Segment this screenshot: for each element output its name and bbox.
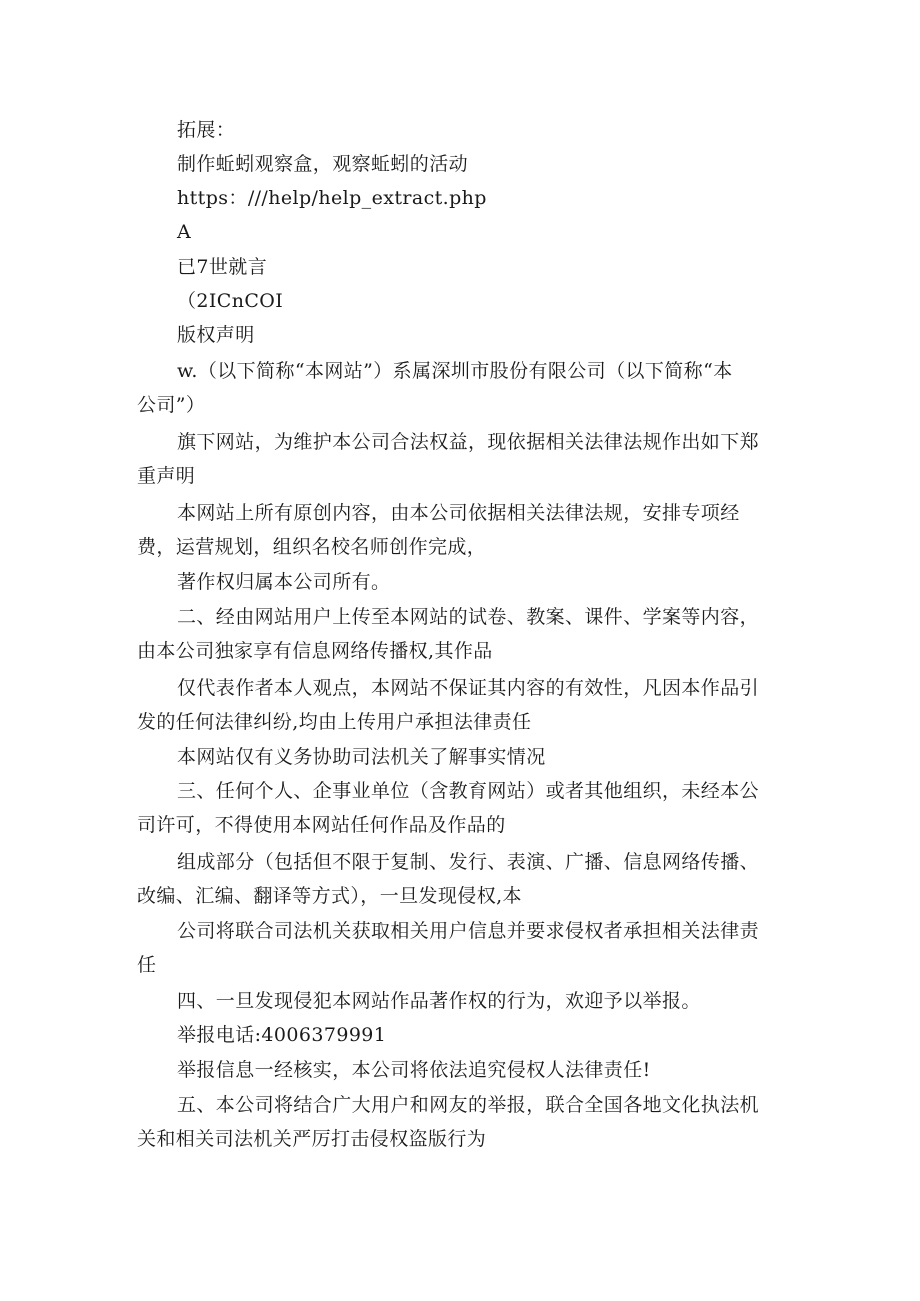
text-line: 二、经由网站用户上传至本网站的试卷、教案、课件、学案等内容， — [177, 606, 760, 628]
text-line: 公司”） — [137, 394, 206, 416]
text-line: 本网站仅有义务协助司法机关了解事实情况 — [177, 746, 546, 768]
text-line: 制作蚯蚓观察盒，观察蚯蚓的活动 — [177, 153, 469, 175]
text-line: 本网站上所有原创内容，由本公司依据相关法律法规，安排专项经 — [177, 502, 740, 524]
text-line: （2ICnCOI — [177, 290, 284, 312]
text-line: 四、一旦发现侵犯本网站作品著作权的行为，欢迎予以举报。 — [177, 990, 701, 1012]
text-line: 司许可，不得使用本网站任何作品及作品的 — [137, 814, 506, 836]
text-line: 任 — [137, 954, 157, 976]
text-line: 举报电话:4006379991 — [177, 1024, 387, 1046]
text-line: 重声明 — [137, 465, 196, 487]
text-line: 仅代表作者本人观点，本网站不保证其内容的有效性，凡因本作品引 — [177, 677, 760, 699]
text-line: 改编、汇编、翻译等方式），一旦发现侵权,本 — [137, 885, 522, 907]
text-line: 已7世就言 — [177, 256, 268, 278]
text-line: 组成部分（包括但不限于复制、发行、表演、广播、信息网络传播、 — [177, 851, 760, 873]
text-line: 著作权归属本公司所有。 — [177, 571, 391, 593]
text-line: 五、本公司将结合广大用户和网友的举报，联合全国各地文化执法机 — [177, 1094, 760, 1116]
section-title: 版权声明 — [177, 324, 255, 346]
text-line: w.（以下简称“本网站”）系属深圳市股份有限公司（以下简称“本 — [177, 360, 733, 382]
text-line: 发的任何法律纠纷,均由上传用户承担法律责任 — [137, 711, 532, 733]
text-line: 举报信息一经核实，本公司将依法追究侵权人法律责任! — [177, 1059, 651, 1081]
text-line: 旗下网站，为维护本公司合法权益，现依据相关法律法规作出如下郑 — [177, 431, 760, 453]
text-line: A — [177, 221, 192, 243]
text-line: 关和相关司法机关严厉打击侵权盗版行为 — [137, 1128, 487, 1150]
text-line: 公司将联合司法机关获取相关用户信息并要求侵权者承担相关法律责 — [177, 920, 760, 942]
text-line: 费，运营规划，组织名校名师创作完成， — [137, 536, 487, 558]
text-line: https：///help/help_extract.php — [177, 187, 487, 209]
text-line: 三、任何个人、企事业单位（含教育网站）或者其他组织，未经本公 — [177, 780, 760, 802]
text-line: 由本公司独家享有信息网络传播权,其作品 — [137, 640, 493, 662]
text-line: 拓展： — [177, 119, 236, 141]
